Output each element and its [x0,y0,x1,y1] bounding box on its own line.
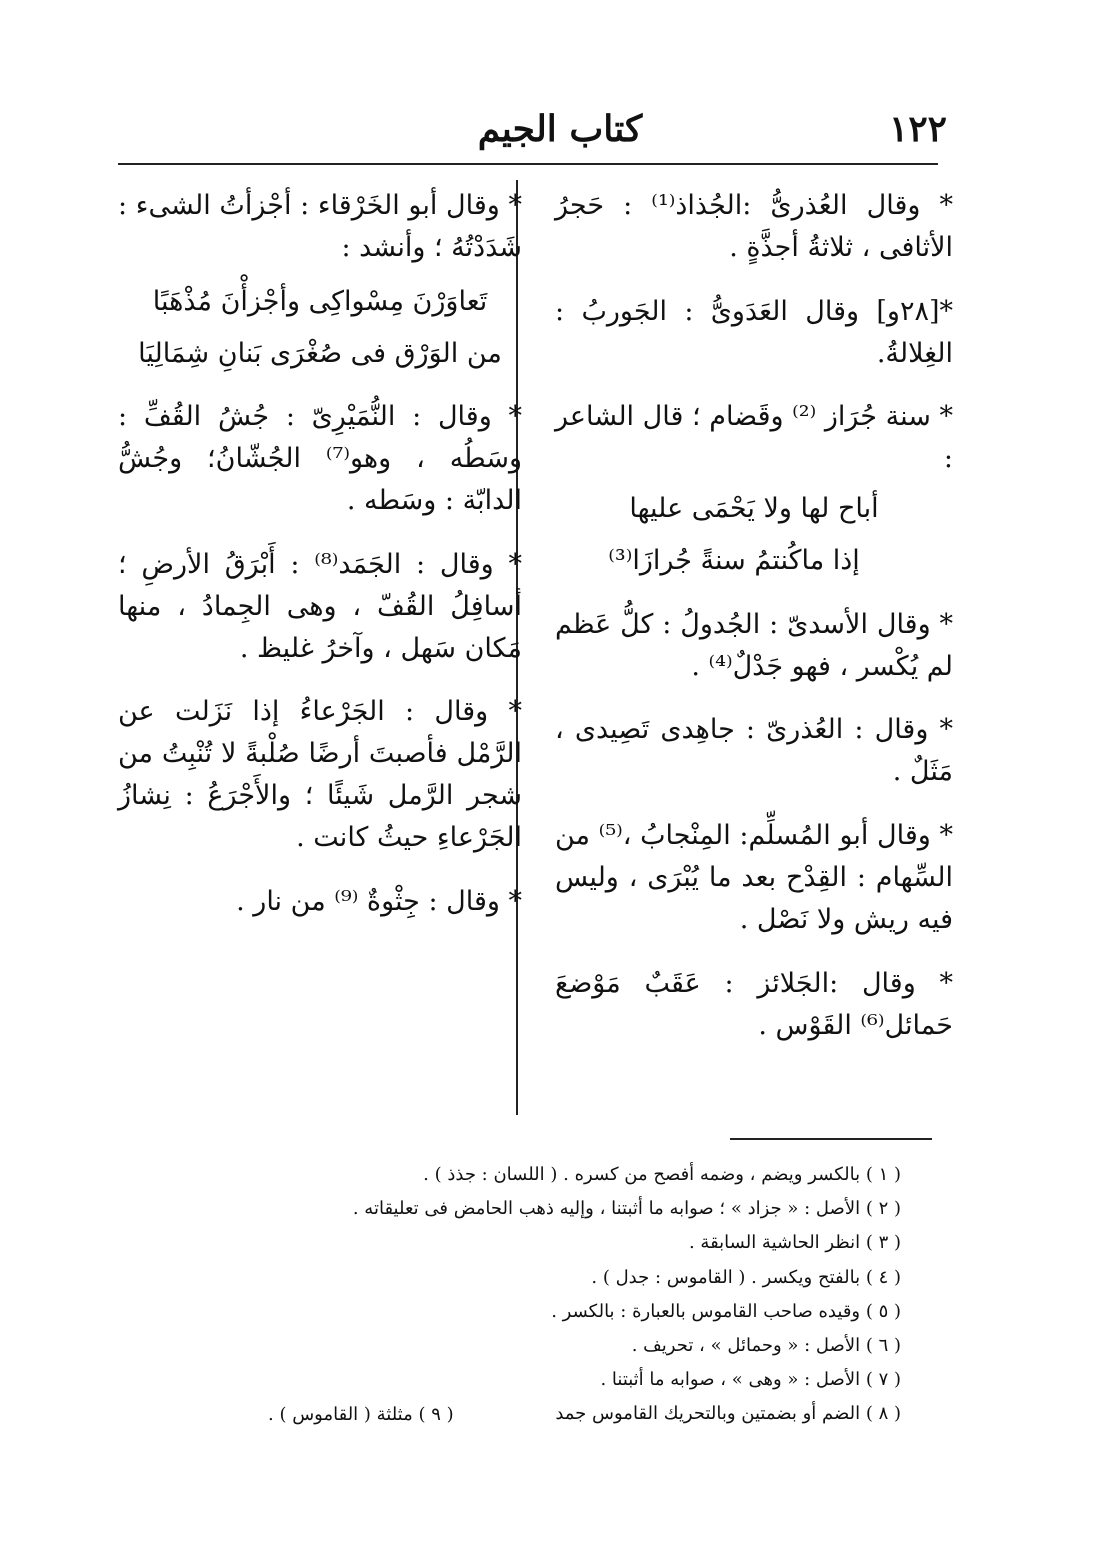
header-rule [118,163,938,165]
entry-jalaiz: * وقال :الجَلائز : عَقَبٌ مَوْضعَ حَمائل⁽⁶⁾ القَوْس . [555,967,953,1041]
verse-line: أباح لها ولا يَحْمَى عليها [629,493,879,525]
entry-jithwa: * وقال : جِثْوةٌ ⁽⁹⁾ من نار . [236,885,522,917]
entry-jush: * وقال : النُّمَيْرِىّ : جُشُ القُفِّ : وسَطُه ، وهو⁽⁷⁾ الجُشّانُ؛ وجُشُّ الدابّة : وسَطه . [118,401,522,517]
entry-jamad: * وقال : الجَمَد⁽⁸⁾ : أَبْرَقُ الأرضِ ؛ أسافِلُ القُفّ ، وهى الجِمادُ ، منها مَكان سَهل ، وآخرُ غليظ . [118,548,522,664]
page-number: ١٢٢ [888,108,947,150]
verse-line: من الوَرْق فى صُغْرَى بَنانِ شِمَالِيَا [138,337,502,369]
verse-line: إذا ماكُنتمُ سنةً جُرازَا⁽³⁾ [608,544,860,576]
footnote: ( ٩ ) مثلثة ( القاموس ) . [268,1404,454,1425]
footnote: ( ٧ ) الأصل : « وهى » ، صوابه ما أثبتنا . [600,1369,901,1391]
running-title: كتاب الجيم [477,108,643,150]
entry-jawrab: *[٢٨و] وقال العَدَوىُّ : الجَوربُ : الغِلالةُ. [555,295,953,369]
entry-judhadh: * وقال العُذرىُّ :الجُذاذ⁽¹⁾ : حَجرُ الأثافى ، ثلاثةُ أجذَّةٍ . [555,190,954,263]
footnote: ( ٦ ) الأصل : « وحمائل » ، تحريف . [631,1334,901,1356]
footnote: ( ٤ ) بالفتح ويكسر . ( القاموس : جدل ) . [591,1266,901,1288]
entry-judul: * وقال الأسدىّ : الجُدولُ : كلُّ عَظم لم يُكْسر ، فهو جَدْلٌ⁽⁴⁾ . [555,608,953,682]
footnote: ( ٣ ) انظر الحاشية السابقة . [688,1232,901,1254]
entry-minjab: * وقال أبو المُسلِّم: المِنْجابُ ،⁽⁵⁾ من السِّهام : القِدْح بعد ما يُبْرَى ، وليس فيه ريش ولا نَصْل . [555,820,954,935]
entry-jahidi: * وقال : العُذرىّ : جاهِدى تَصِيدى ، مَثَلٌ . [555,714,953,788]
footnote: ( ١ ) بالكسر ويضم ، وضمه أفصح من كسره . ( اللسان : جذذ ) . [423,1164,901,1185]
verse-line: تَعاوَرْنَ مِسْواكِى وأجْزأْنَ مُذْهَبًا [152,285,488,317]
right-column [555,185,953,1068]
entry-jurraz: * سنة جُرَاز ⁽²⁾ وقَضام ؛ قال الشاعر : [555,401,953,475]
footnotes [181,1158,901,1432]
footnote-rule [730,1138,932,1140]
left-column [118,185,522,945]
entry-jar-a: * وقال : الجَرْعاءُ إذا نَزَلت عن الرَّمْل فأصبتَ أرضًا صُلْبةً لا تُنْبِتُ من شجر الرَّمل شَيئًا ؛ والأَجْرَعُ : نِشازُ الجَرْعاءِ حيثُ كانت . [118,696,522,853]
entry-ajza-at: * وقال أبو الخَرْقاء : أجْزأتُ الشىء : شَدَدْتُهُ ؛ وأنشد : [118,190,522,263]
footnote: ( ٥ ) وقيده صاحب القاموس بالعبارة : بالكسر . [551,1300,901,1322]
footnote: ( ٢ ) الأصل : « جزاد » ؛ صوابه ما أثبتنا ، وإليه ذهب الحامض فى تعليقاته . [352,1198,901,1220]
footnote: ( ٨ ) الضم أو بضمتين وبالتحريك القاموس جمد [555,1403,901,1425]
